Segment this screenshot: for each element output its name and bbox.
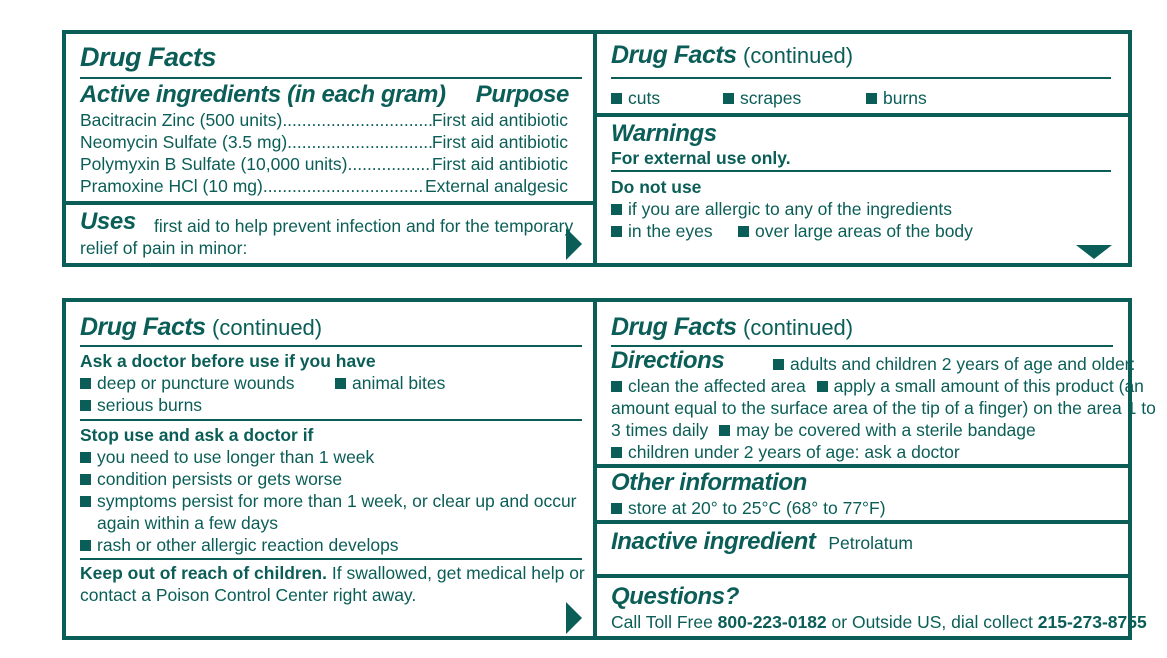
bullet-icon xyxy=(719,425,730,436)
bullet-icon xyxy=(335,378,346,389)
stop-use-item xyxy=(80,534,399,556)
ingredient-name: Bacitracin Zinc (500 units) xyxy=(80,110,283,130)
drug-facts-title: Drug Facts xyxy=(80,42,217,72)
ingredient-purpose: First aid antibiotic xyxy=(431,132,568,152)
uses-heading: Uses xyxy=(80,208,136,235)
inactive-ingredient-value: Petrolatum xyxy=(828,533,913,553)
bullet-icon xyxy=(80,474,91,485)
uses-list xyxy=(866,87,927,109)
bullet-icon xyxy=(80,540,91,551)
bullet-icon xyxy=(80,400,91,411)
dot-leader xyxy=(287,131,432,153)
section-rule xyxy=(80,419,582,421)
toll-free-phone: 800-223-0182 xyxy=(717,612,827,632)
do-not-use-text: if you are allergic to any of the ingredients xyxy=(628,199,952,219)
bullet-icon xyxy=(80,378,91,389)
ingredient-row xyxy=(80,131,568,153)
ask-doctor-heading: Ask a doctor before use if you have xyxy=(80,351,376,371)
bullet-icon xyxy=(611,447,622,458)
directions-text: children under 2 years of age: ask a doctor xyxy=(628,442,960,462)
uses-list xyxy=(723,87,801,109)
other-info-divider xyxy=(597,464,1128,468)
continue-down-arrow-icon xyxy=(1076,245,1112,259)
directions-text: amount equal to the surface area of the tip of a finger) on the area 1 to xyxy=(611,398,1156,418)
bullet-icon xyxy=(817,381,828,392)
external-use-text: For external use only. xyxy=(611,148,791,168)
ingredient-name: Pramoxine HCl (10 mg) xyxy=(80,176,263,196)
ask-doctor-text: animal bites xyxy=(352,373,446,393)
warnings-heading: Warnings xyxy=(611,120,717,147)
do-not-use-item xyxy=(738,220,973,242)
directions-heading: Directions xyxy=(611,347,725,374)
directions-text: may be covered with a sterile bandage xyxy=(736,420,1036,440)
keep-out-heading: Keep out of reach of children. xyxy=(80,563,327,583)
warnings-divider xyxy=(597,113,1128,117)
stop-use-item xyxy=(80,468,342,490)
ingredient-row xyxy=(80,153,568,175)
uses-item: burns xyxy=(883,88,927,108)
bullet-icon xyxy=(773,359,784,370)
uses-list xyxy=(611,87,660,109)
ask-doctor-item xyxy=(80,372,295,394)
keep-out-text: If swallowed, get medical help or xyxy=(331,563,585,583)
keep-out-text: contact a Poison Control Center right away. xyxy=(80,585,417,605)
drug-facts-title xyxy=(80,312,322,343)
directions-item xyxy=(611,441,960,463)
uses-item: scrapes xyxy=(740,88,802,108)
do-not-use-text: over large areas of the body xyxy=(755,221,973,241)
continued-label: (continued) xyxy=(743,315,854,340)
ask-doctor-item xyxy=(335,372,445,394)
bullet-icon xyxy=(611,226,622,237)
directions-text: adults and children 2 years of age and older: xyxy=(790,354,1136,374)
top-left-column xyxy=(66,34,593,263)
directions-text: apply a small amount of this product (an xyxy=(833,376,1144,396)
bullet-icon xyxy=(866,93,877,104)
directions-text: 3 times daily xyxy=(611,420,709,440)
bottom-drug-facts-panel xyxy=(62,298,1156,640)
top-drug-facts-panel xyxy=(62,30,1132,267)
stop-use-heading: Stop use and ask a doctor if xyxy=(80,425,314,445)
stop-use-text: symptoms persist for more than 1 week, or clear up and occur xyxy=(97,491,577,511)
drug-facts-title-text: Drug Facts xyxy=(611,41,737,69)
ingredient-name: Polymyxin B Sulfate (10,000 units) xyxy=(80,154,348,174)
top-right-column xyxy=(597,34,1128,263)
drug-facts-title xyxy=(611,312,853,343)
continue-arrow-icon xyxy=(566,602,582,634)
other-info-heading: Other information xyxy=(611,469,807,496)
ask-doctor-item xyxy=(80,394,202,416)
bullet-icon xyxy=(80,452,91,463)
directions-item xyxy=(773,353,1135,375)
bullet-icon xyxy=(80,496,91,507)
questions-divider xyxy=(597,574,1128,578)
other-info-text: store at 20° to 25°C (68° to 77°F) xyxy=(628,498,886,518)
drug-facts-title xyxy=(611,40,853,71)
stop-use-item xyxy=(80,490,577,512)
stop-use-text: condition persists or gets worse xyxy=(97,469,343,489)
collect-phone: 215-273-8755 xyxy=(1037,612,1147,632)
ingredient-name: Neomycin Sulfate (3.5 mg) xyxy=(80,132,288,152)
do-not-use-heading: Do not use xyxy=(611,177,702,197)
questions-text: Call Toll Free xyxy=(611,612,713,632)
questions-line xyxy=(611,611,1147,633)
bullet-icon xyxy=(611,381,622,392)
directions-line xyxy=(611,375,1144,397)
purpose-heading: Purpose xyxy=(475,81,569,108)
ingredient-purpose: First aid antibiotic xyxy=(431,110,568,130)
do-not-use-item xyxy=(611,198,952,220)
questions-text: or Outside US, dial collect xyxy=(831,612,1033,632)
dot-leader xyxy=(263,175,425,197)
inactive-ingredient-heading: Inactive ingredient xyxy=(611,528,816,555)
bullet-icon xyxy=(738,226,749,237)
bottom-left-column xyxy=(66,302,593,636)
bullet-icon xyxy=(611,503,622,514)
continued-label: (continued) xyxy=(743,43,854,68)
ask-doctor-text: deep or puncture wounds xyxy=(97,373,295,393)
stop-use-text: you need to use longer than 1 week xyxy=(97,447,375,467)
stop-use-text: rash or other allergic reaction develops xyxy=(97,535,399,555)
title-rule xyxy=(80,345,582,347)
warnings-rule xyxy=(611,170,1111,172)
dot-leader xyxy=(282,109,432,131)
continue-arrow-icon xyxy=(566,228,582,260)
inactive-ingredient-line xyxy=(611,528,913,556)
uses-divider xyxy=(66,201,593,205)
stop-use-text-continued: again within a few days xyxy=(97,513,278,533)
dot-leader xyxy=(348,153,432,175)
ask-doctor-text: serious burns xyxy=(97,395,203,415)
stop-use-item xyxy=(80,446,374,468)
questions-heading: Questions? xyxy=(611,583,740,610)
keep-out-line xyxy=(80,562,585,584)
drug-facts-title-text: Drug Facts xyxy=(611,313,737,341)
uses-item: cuts xyxy=(628,88,661,108)
directions-line xyxy=(611,419,1036,441)
do-not-use-item xyxy=(611,220,713,242)
ingredient-row xyxy=(80,109,568,131)
ingredient-purpose: First aid antibiotic xyxy=(431,154,568,174)
active-ingredients-heading: Active ingredients (in each gram) xyxy=(80,81,446,108)
ingredient-row xyxy=(80,175,568,197)
do-not-use-text: in the eyes xyxy=(628,221,713,241)
inactive-divider xyxy=(597,520,1128,524)
title-rule xyxy=(80,77,582,79)
bullet-icon xyxy=(723,93,734,104)
section-rule xyxy=(80,558,582,560)
ingredient-purpose: External analgesic xyxy=(425,176,568,196)
continued-label: (continued) xyxy=(212,315,323,340)
uses-text: first aid to help prevent infection and for the temporary xyxy=(154,216,574,236)
bullet-icon xyxy=(611,204,622,215)
bullet-icon xyxy=(611,93,622,104)
other-info-item xyxy=(611,497,886,519)
title-rule xyxy=(611,77,1111,79)
bottom-right-column xyxy=(597,302,1156,636)
uses-text: relief of pain in minor: xyxy=(80,238,248,258)
drug-facts-title-text: Drug Facts xyxy=(80,313,206,341)
directions-text: clean the affected area xyxy=(628,376,806,396)
